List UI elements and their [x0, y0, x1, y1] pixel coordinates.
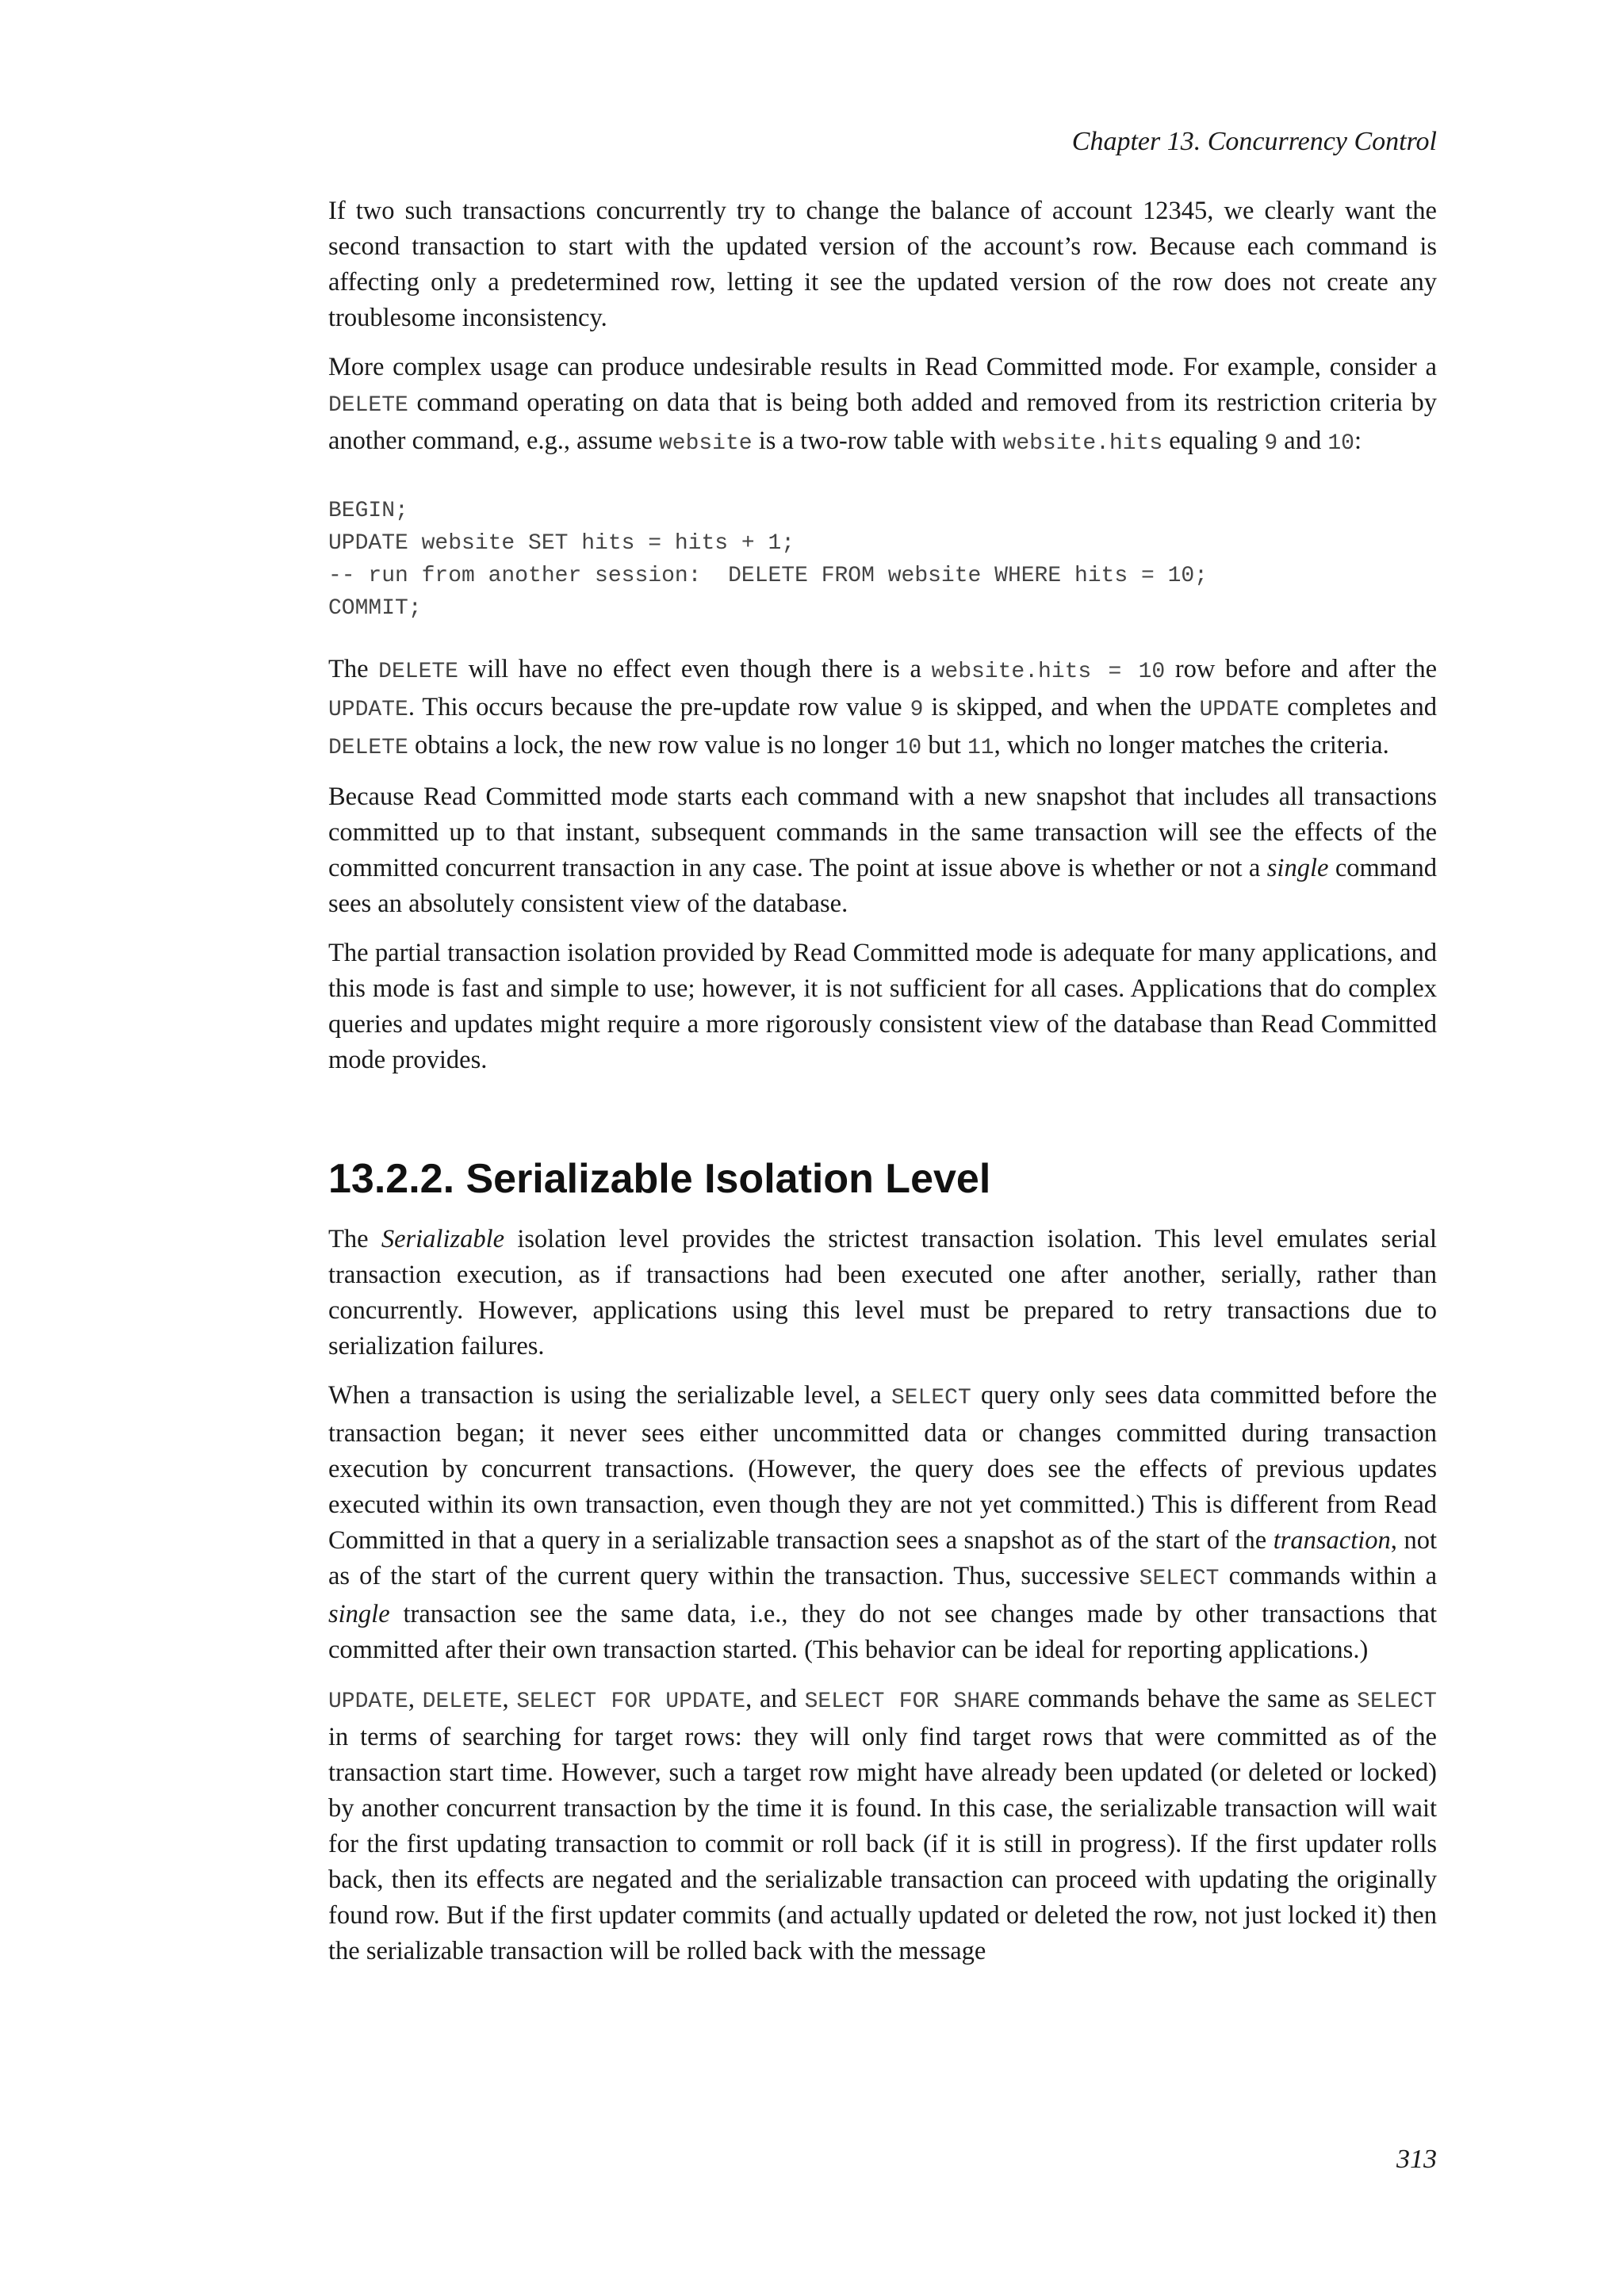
text-run: isolation level provides the strictest transaction isolation. This level emulates serial transaction execution, as if transactions had been executed one after another, serially, rather than concurrently. However, applications using this level must be prepared to retry transactions due to serialization failures.: [328, 1225, 1437, 1360]
paragraph-serializable-intro: [328, 1222, 1437, 1364]
inline-code: SELECT: [1357, 1689, 1437, 1714]
inline-code: DELETE: [328, 393, 408, 418]
text-run: equaling: [1162, 427, 1265, 455]
text-run: More complex usage can produce undesirable results in Read Committed mode. For example, consider a: [328, 353, 1437, 381]
paragraph-snapshot: [328, 779, 1437, 922]
text-run: command operating on data that is being both added and removed from its restriction criteria by another command, e.g., assume: [328, 388, 1437, 455]
text-run: , and: [745, 1685, 805, 1713]
text-run: ,: [408, 1685, 423, 1713]
paragraph-complex-usage: [328, 350, 1437, 461]
inline-code: 11: [967, 736, 994, 760]
paragraph-update-behavior: [328, 1682, 1437, 1969]
page-number: 313: [1396, 2145, 1437, 2174]
emphasis: Serializable: [381, 1225, 505, 1253]
text-run: , which no longer matches the criteria.: [994, 731, 1389, 760]
inline-code: website: [658, 431, 753, 456]
section-heading: 13.2.2. Serializable Isolation Level: [328, 1156, 991, 1202]
inline-code: 9: [1264, 431, 1278, 456]
inline-code: 9: [910, 698, 924, 722]
inline-code: DELETE: [422, 1689, 503, 1714]
text-run: The: [328, 655, 379, 683]
inline-code: SELECT: [1139, 1567, 1220, 1591]
paragraph-account-balance: If two such transactions concurrently try to change the balance of account 12345, we clearly want the second transaction to start with the updated version of the account’s row. Because each command is affecting only a predetermined row, letting it see the updated version of the row does not create any troublesome inconsistency.: [328, 197, 1437, 332]
text-run: The: [328, 1225, 381, 1253]
inline-code: SELECT FOR UPDATE: [516, 1689, 746, 1714]
paragraph-delete-effect: [328, 652, 1437, 766]
text-run: transaction see the same data, i.e., they do not see changes made by other transactions that committed after their own transaction started. (This behavior can be ideal for reporting applications.): [328, 1600, 1437, 1664]
text-run: completes and: [1279, 693, 1437, 721]
text-run: commands behave the same as: [1020, 1685, 1358, 1713]
text-run: Because Read Committed mode starts each command with a new snapshot that includes all transactions committed up to that instant, subsequent commands in the same transaction will see the effects of the committed concurrent transaction in any case. The point at issue above is whether or not a: [328, 783, 1437, 882]
text-run: obtains a lock, the new row value is no longer: [408, 731, 895, 760]
text-run: row before and after the: [1165, 655, 1438, 683]
code-block: BEGIN; UPDATE website SET hits = hits + 1; -- run from another session: DELETE FROM website WHERE hits = 10; COMMIT;: [328, 499, 1208, 621]
emphasis: single: [1266, 854, 1329, 882]
text-run: will have no effect even though there is a: [458, 655, 932, 683]
running-header: Chapter 13. Concurrency Control: [1071, 127, 1437, 156]
inline-code: website.hits = 10: [931, 660, 1166, 684]
inline-code: 10: [1327, 431, 1354, 456]
inline-code: 10: [894, 736, 922, 760]
emphasis: transaction: [1273, 1526, 1391, 1555]
text-run: command sees an absolutely consistent view of the database.: [328, 854, 1437, 918]
inline-code: website.hits: [1002, 431, 1163, 456]
inline-code: SELECT: [891, 1386, 971, 1410]
text-run: query only sees data committed before the transaction began; it never sees either uncommitted data or changes committed during transaction execution by concurrent transactions. (However, the query does see the effects of previous updates executed within its own transaction, even though they are not yet committed.) This is different from Read Committed in that a query in a serializable transaction sees a snapshot as of the start of the: [328, 1381, 1437, 1555]
text-run: is skipped, and when the: [923, 693, 1200, 721]
text-run: When a transaction is using the serializable level, a: [328, 1381, 891, 1410]
text-run: commands within a: [1219, 1562, 1437, 1590]
text-run: ,: [502, 1685, 517, 1713]
text-run: is a two-row table with: [752, 427, 1003, 455]
inline-code: DELETE: [328, 736, 408, 760]
text-run: :: [1354, 427, 1362, 455]
text-run: but: [921, 731, 967, 760]
inline-code: UPDATE: [328, 698, 408, 722]
text-run: . This occurs because the pre-update row value: [408, 693, 910, 721]
emphasis: single: [328, 1600, 390, 1628]
paragraph-partial-isolation: The partial transaction isolation provided by Read Committed mode is adequate for many applications, and this mode is fast and simple to use; however, it is not sufficient for all cases. Applications that do complex queries and updates might require a more rigorously consistent view of the database than Read Committed mode provides.: [328, 939, 1437, 1074]
paragraph-select-semantics: [328, 1378, 1437, 1668]
inline-code: UPDATE: [1199, 698, 1280, 722]
inline-code: UPDATE: [328, 1689, 408, 1714]
page-body: [328, 193, 1437, 1983]
text-run: and: [1277, 427, 1328, 455]
text-run: in terms of searching for target rows: they will only find target rows that were committed as of the transaction start time. However, such a target row might have already been updated (or deleted or locked) by another concurrent transaction by the time it is found. In this case, the serializable transaction will wait for the first updating transaction to commit or roll back (if it is still in progress). If the first updater rolls back, then its effects are negated and the serializable transaction can proceed with updating the originally found row. But if the first updater commits (and actually updated or deleted the row, not just locked it) then the serializable transaction will be rolled back with the message: [328, 1723, 1437, 1965]
inline-code: SELECT FOR SHARE: [804, 1689, 1021, 1714]
inline-code: DELETE: [378, 660, 458, 684]
text-run: , not as of the start of the current query within the transaction. Thus, successive: [328, 1526, 1438, 1590]
